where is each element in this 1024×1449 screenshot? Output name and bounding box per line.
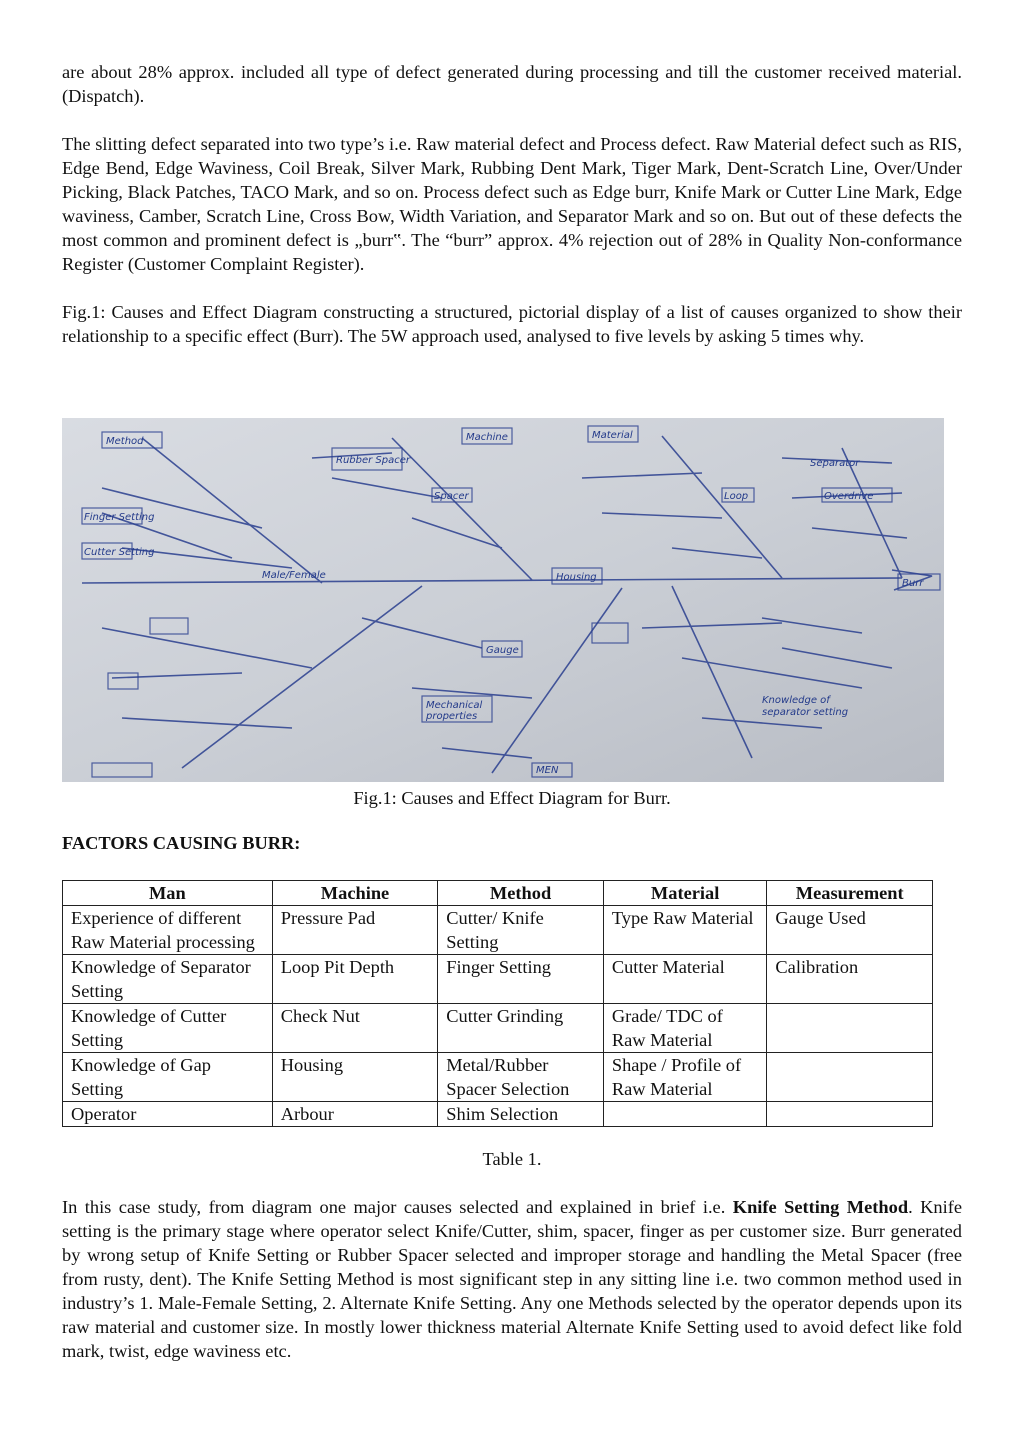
table-cell: Housing bbox=[272, 1053, 438, 1102]
table-cell bbox=[603, 1102, 767, 1127]
table-cell: Shape / Profile of Raw Material bbox=[603, 1053, 767, 1102]
svg-text:properties: properties bbox=[426, 711, 478, 722]
paragraph-3: Fig.1: Causes and Effect Diagram constructing a structured, pictorial display of a list of causes organized to show their relationship to a specific effect (Burr). The 5W approach used, analysed to five levels by asking 5 times why. bbox=[62, 302, 962, 346]
svg-text:Loop: Loop bbox=[724, 491, 749, 502]
table-cell: Arbour bbox=[272, 1102, 438, 1127]
table-row bbox=[63, 1102, 933, 1127]
svg-text:Machine: Machine bbox=[466, 432, 508, 443]
table-cell: Knowledge of Separator Setting bbox=[63, 955, 273, 1004]
table-cell: Cutter/ Knife Setting bbox=[438, 906, 604, 955]
section-heading: FACTORS CAUSING BURR: bbox=[62, 833, 301, 853]
table-cell: Experience of different Raw Material processing bbox=[63, 906, 273, 955]
table-row bbox=[63, 955, 933, 1004]
table-cell: Pressure Pad bbox=[272, 906, 438, 955]
svg-text:Method: Method bbox=[106, 436, 144, 447]
svg-text:Mechanical: Mechanical bbox=[426, 700, 483, 711]
table-cell: Metal/Rubber Spacer Selection bbox=[438, 1053, 604, 1102]
closing-rest: . Knife setting is the primary stage where operator select Knife/Cutter, shim, spacer, finger as per customer size. Burr generated by wrong setup of Knife Setting or Rubber Spacer selected and improper storage and handling the Metal Spacer (free from rusty, dent). The Knife Setting Method is most significant step in any sitting line i.e. two common method used in industry’s 1. Male-Female Setting, 2. Alternate Knife Setting. Any one Methods selected by the operator depends upon its raw material and customer size. In mostly lower thickness material Alternate Knife Setting used to avoid defect like fold mark, twist, edge waviness etc. bbox=[62, 1197, 962, 1361]
svg-text:Housing: Housing bbox=[556, 572, 597, 583]
figure-caption: Fig.1: Causes and Effect Diagram for Burr. bbox=[353, 788, 671, 808]
svg-text:Spacer: Spacer bbox=[434, 491, 469, 502]
table-row bbox=[63, 1004, 933, 1053]
svg-text:Rubber Spacer: Rubber Spacer bbox=[336, 455, 411, 466]
svg-text:MEN: MEN bbox=[536, 765, 559, 776]
table-cell: Check Nut bbox=[272, 1004, 438, 1053]
table-cell: Gauge Used bbox=[767, 906, 933, 955]
table-cell: Loop Pit Depth bbox=[272, 955, 438, 1004]
table-cell: Knowledge of Cutter Setting bbox=[63, 1004, 273, 1053]
table-cell: Knowledge of Gap Setting bbox=[63, 1053, 273, 1102]
closing-emphasis: Knife Setting Method bbox=[732, 1197, 909, 1217]
table-cell: Operator bbox=[63, 1102, 273, 1127]
svg-text:Finger Setting: Finger Setting bbox=[84, 512, 155, 523]
table-cell: Calibration bbox=[767, 955, 933, 1004]
table-cell: Grade/ TDC of Raw Material bbox=[603, 1004, 767, 1053]
svg-text:Material: Material bbox=[592, 430, 633, 441]
header-method: Method bbox=[438, 881, 604, 906]
closing-lead: In this case study, from diagram one major causes selected and explained in brief i.e. bbox=[62, 1197, 733, 1217]
table-cell bbox=[767, 1004, 933, 1053]
factors-table bbox=[62, 880, 933, 1127]
closing-paragraph bbox=[62, 1195, 962, 1363]
table-cell: Cutter Material bbox=[603, 955, 767, 1004]
svg-text:separator setting: separator setting bbox=[762, 707, 849, 718]
svg-text:Cutter Setting: Cutter Setting bbox=[84, 547, 155, 558]
paragraph-1: are about 28% approx. included all type of defect generated during processing and till the customer received material. (Dispatch). bbox=[62, 62, 962, 106]
intro-text bbox=[62, 60, 962, 348]
table-header-row bbox=[63, 881, 933, 906]
table-row bbox=[63, 1053, 933, 1102]
svg-text:Burr: Burr bbox=[902, 578, 924, 589]
table-cell bbox=[767, 1102, 933, 1127]
fishbone-photo bbox=[62, 418, 944, 782]
svg-text:Knowledge of: Knowledge of bbox=[762, 695, 830, 706]
table-caption: Table 1. bbox=[482, 1149, 542, 1169]
header-measurement: Measurement bbox=[767, 881, 933, 906]
header-man: Man bbox=[63, 881, 273, 906]
paragraph-2: The slitting defect separated into two type’s i.e. Raw material defect and Process defect. Raw Material defect such as RIS, Edge Bend, Edge Waviness, Coil Break, Silver Mark, Rubbing Dent Mark, Tiger Mark, Dent-Scratch Line, Over/Under Picking, Black Patches, TACO Mark, and so on. Process defect such as Edge burr, Knife Mark or Cutter Line Mark, Edge waviness, Camber, Scratch Line, Cross Bow, Width Variation, and Separator Mark and so on. But out of these defects the most common and prominent defect is „burr‟. The “burr” approx. 4% rejection out of 28% in Quality Non-conformance Register (Customer Complaint Register). bbox=[62, 134, 962, 274]
svg-text:Overdrive: Overdrive bbox=[824, 491, 874, 502]
table-row bbox=[63, 906, 933, 955]
table-cell: Cutter Grinding bbox=[438, 1004, 604, 1053]
table-cell: Finger Setting bbox=[438, 955, 604, 1004]
header-machine: Machine bbox=[272, 881, 438, 906]
table-cell bbox=[767, 1053, 933, 1102]
table-cell: Shim Selection bbox=[438, 1102, 604, 1127]
svg-text:Gauge: Gauge bbox=[486, 645, 519, 656]
table-cell: Type Raw Material bbox=[603, 906, 767, 955]
svg-text:Separator: Separator bbox=[810, 458, 860, 469]
svg-text:Male/Female: Male/Female bbox=[262, 570, 326, 581]
fishbone-sketch bbox=[62, 418, 944, 782]
header-material: Material bbox=[603, 881, 767, 906]
